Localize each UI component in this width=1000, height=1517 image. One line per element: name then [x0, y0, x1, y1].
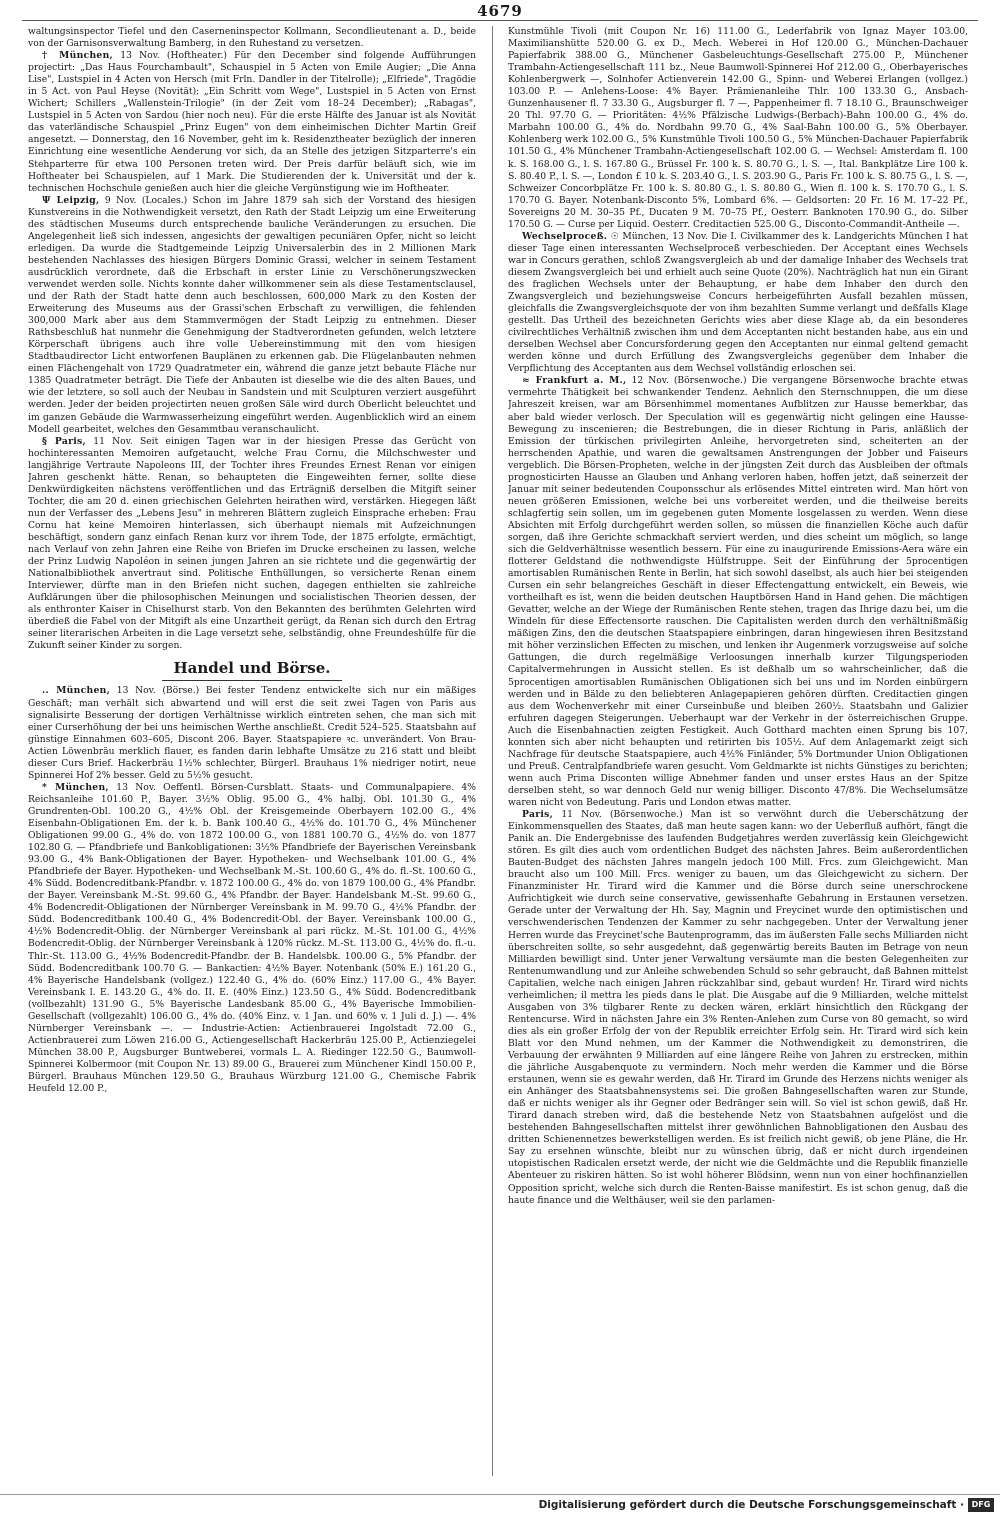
right-column [508, 26, 968, 1476]
dateline: Paris, [522, 809, 554, 821]
article-munich-boerse [28, 685, 476, 781]
article-text: 11 Nov. (Börsenwoche.) Man ist so verwöhnt durch die Ueberschätzung der Einkommensquellen des Staates, daß man heute sagen kann: wo der Ueberfluß aufhört, fängt die Panik an. Die Endergebnisse des laufenden Budgetjahres werden zuverlässig kein Gleichgewicht stören. Es gilt dies auch vom ordentlichen Budget des nächsten Jahres. Beim außerordentlichen Bauten-Budget des nächsten Jahres mangeln jedoch 100 Mill. Frcs. zum Gleichgewicht. Man braucht also um 100 Mill. Frcs. weniger zu bauen, um das Gleichgewicht zu sichern. Der Finanzminister Hr. Tirard wird die Kammer und die Börse durch seine unerschrockene Aufrichtigkeit wie durch seine conservative, gewissenhafte Gebahrung in Erstaunen versetzen. Gerade unter der Verwaltung der Hh. Say, Magnin und Freycinet wurde den optimistischen und verschwenderischen Tendenzen der Kammer zu sehr nachgegeben. Unter der Verwaltung jener Herren wurde das Freycinet'sche Bautenprogramm, das im äußersten Falle sechs Milliarden nicht überschreiten sollte, so sehr ausgedehnt, daß gegenwärtig bereits Bauten im Betrage von neun Milliarden bewilligt sind. Unter jener Verwaltung versäumte man die besten Gelegenheiten zur Rentenumwandlung und zur Anleihe schwebenden Schuld so sehr gebraucht, daß Bahnen mittelst Capitalien, welche nach einigen Jahren rückzahlbar sind, gebaut wurden! Hr. Tirard wird nichts verheimlichen; il mettra les pieds dans le plat. Die Ausgabe auf die 9 Milliarden, welche mittelst Ausgaben von 3% tilgbarer Rente zu decken wären, erklärt hinsichtlich den Rückgang der Rentencurse. Wird in nächsten Jahre ein 3% Renten-Anlehen zum Curse von 80 gemacht, so wird dies als ein großer Erfolg der von der Republik erreichter Erfolg sein. Hr. Tirard wird sich kein Blatt vor den Mund nehmen, um der Kammer die Nothwendigkeit zu demonstriren, die Verbauung der erwähnten 9 Milliarden auf eine längere Reihe von Jahren zu erstrecken, mithin die jährliche Ausgabenquote zu vermindern. Noch mehr werden die Kammer und die Börse erstaunen, wenn sie es gewahr werden, daß Hr. Tirard im Grunde des Herzens nichts weniger als ein Anhänger des Staatsbahnensystems sei. Die großen Bahngesellschaften waren zur Stunde, daß er nichts weniger als ihr Gegner oder Bedränger sein will. So viel ist schon gewiß, daß Hr. Tirard danach streben wird, daß die bestehende Netz von Staatsbahnen aufgelöst und die bestehenden Bahngesellschaften mittelst ihrer gewöhnlichen Bahnobligationen den Ausbau des dritten Schienennetzes bewerkstelligen werden. Es ist freilich nicht gewiß, ob jene Pläne, die Hr. Say zu ersehnen wünschte, bleibt nur zu wünschen übrig, daß er nicht durch irgendeinen utopistischen Radicalen ersetzt werde, der nicht wie die Geldmächte und die Republik finanzielle Abenteuer zu riskiren hätten. So ist wohl höherer Blödsinn, wenn nun von einer hochfinanziellen Opposition spricht, welche sich durch die Renten-Baisse manifestirt. Es ist schon genug, daß die haute finance und die Welthäuser, weil sie den parlamen- [508, 809, 968, 1206]
article-text: 12 Nov. (Börsenwoche.) Die vergangene Börsenwoche brachte etwas vermehrte Thätigkeit bei schwankender Tendenz. Aehnlich den Sternschnuppen, die um diese Jahreszeit kreisen, war am Börsenhimmel momentanes Aufblitzen zur Hausse bemerkbar, das aber bald wieder verlosch. Der Speculation will es gegenwärtig nicht gelingen eine Hausse-Bewegung zu inscenieren; die Bestrebungen, die in dieser Richtung in Paris, anläßlich der Emission der türkischen privilegirten Anleihe, hervorgetreten sind, scheiterten an der herrschenden Apathie, und waren die gewaltsamen Anstrengungen der Jobber und Faiseurs vergeblich. Die Börsen-Propheten, welche in der jüngsten Zeit durch das Ausbleiben der oftmals prognosticirten Hausse an Glauben und Anhang verloren haben, hoffen jetzt, daß seinerzeit der Januar mit seiner bedeutenden Couponsschur als erlösendes Mittel eintreten wird. Man hört von neuen größeren Emissionen, welche bei uns vorbereitet werden, und die theilweise bereits schlagfertig sein sollen, um im gegebenen guten Momente losgelassen zu werden. Wenn diese Absichten mit Erfolg durchgeführt werden sollen, so müssen die finanziellen Köche auch dafür sorgen, daß ihre Gerichte schmackhaft serviert werden, und dies scheint um möglich, so lange sich die Geldverhältnisse wesentlich bessern. Für eine zu inaugurirende Emissions-Aera wäre ein flotterer Geldstand die nothwendigste Hülfstruppe. Seit der Einführung der 5procentigen amortisablen Rumänischen Rente in Berlin, hat sich sowohl daselbst, als auch hier bei steigenden Cursen ein sehr belangreiches Geschäft in dieser Effectengattung entwickelt, ein Beweis, wie vortheilhaft es ist, wenn die beiden deutschen Hauptbörsen Hand in Hand gehen. Die mächtigen Gevatter, welche an der Wiege der Rumänischen Rente stehen, tragen das Ihrige dazu bei, um die Windeln für diese Effectensorte rauschen. Die Capitalisten werden durch den verhältnißmäßig mäßigen Zins, den die deutschen Staatspapiere einbringen, daran hingewiesen ihren Besitzstand mit höher verzinslichen Effecten zu mischen, und lenken ihr Augenmerk vorzugsweise auf solche Gattungen, die durch regelmäßige Verloosungen innerhalb kurzer Tilgungsperioden Capitalvermehrungen in Aussicht stellen. Es ist deßhalb um so wahrscheinlicher, daß die 5procentigen amortisablen Rumänischen Obligationen sich bei uns und im Norden einbürgern werden und in Bälde zu den beliebteren Anlagepapieren gehören dürften. Creditactien gingen aus dem Wochenverkehr mit einer Curseinbuße und bleiben 260½. Staatsbahn und Galizier erfuhren dagegen Steigerungen. Ueberhaupt war der Verkehr in der österreichischen Gruppe. Auch die Eisenbahnactien zeigten Festigkeit. Auch Gotthard machten einen Sprung bis 107, konnten sich aber nicht behaupten und retirirten bis 105½. Auf dem Anlagemarkt zeigt sich Nachfrage für deutsche Staatspapiere, auch 4½% Finländer, 5% Dortmunder Union Obligationen und Preuß. Centralpfandbriefe waren gesucht. Vom Geldmarkte ist nichts Günstiges zu berichten; wenn auch Prima Disconten willige Abnehmer fanden und unser erstes Haus an der Spitze derselben steht, so war dennoch Geld nur wenig billiger. Disconto 47/8%. Die Wechselumsätze waren nicht von Bedeutung. Paris und London etwas matter. [508, 375, 968, 808]
dateline: Ψ Leipzig, [42, 194, 100, 206]
dfg-logo: DFG [968, 1498, 994, 1512]
header-rule [22, 20, 978, 21]
article-paris-memoiren [28, 436, 476, 653]
article-text: 13 Nov. (Hoftheater.) Für den December sind folgende Aufführungen projectirt: „Das Haus Fourchambault", Schauspiel in 5 Acten von Emile Augier; „Die Anna Lise", Lustspiel in 4 Acten von Hersch (mit Frln. Dandler in der Titelrolle); „Elfriede", Tragödie in 5 Act. von Paul Heyse (Novität); „Ein Schritt vom Wege", Lustspiel in 5 Acten von Ernst Wichert; Schillers „Wallenstein-Trilogie" (in der Zeit vom 18–24 December); „Rabagas", Lustspiel in 5 Acten von Sardou (hier noch neu). Für die erste Hälfte des Januar ist als Novität das vaterländische Schauspiel „Prinz Eugen" von dem einheimischen Dichter Martin Greif angesetzt. — Donnerstag, den 16 November, geht im k. Residenztheater bezüglich der inneren Einrichtung eine wesentliche Aenderung vor sich, da an Stelle des jetzigen Sitzparterre's ein Stehparterre für etwa 100 Personen treten wird. Der Preis darfür beläuft sich, wie im Hoftheater bei Schauspielen, auf 1 Mark. Die Studierenden der k. Universität und der k. technischen Hochschule genießen auch hier die gleiche Vergünstigung wie im Hoftheater. [28, 50, 476, 194]
dateline: Wechselproceß. [522, 230, 608, 242]
article-munich-theater [28, 50, 476, 195]
article-text: 13 Nov. (Börse.) Bei fester Tendenz entwickelte sich nur ein mäßiges Geschäft; man verhält sich abwartend und will erst die seit zwei Tagen von Paris aus signalisirte Besserung der dortigen Verhältnisse wirklich eintreten sehen, che man sich mit einer Curserhöhung der bei uns heimischen Werthe anschließt. Credit 524–525. Staatsbahn auf günstige Einnahmen 603–605, Discont 206. Bayer. Staatspapiere ꝛc. unverändert. Von Brau-Actien Löwenbräu merklich flauer, es fanden darin lebhafte Umsätze zu 216 statt und bleibt dieser Curs Brief. Hackerbräu 1½% schlechter, Bürgerl. Brauhaus 1% niedriger notirt, neue Spinnerei Hof 2% besser. Geld zu 5½% gesucht. [28, 685, 476, 781]
article-frankfurt [508, 375, 968, 809]
paragraph: waltungsinspector Tiefel und den Caserneninspector Kollmann, Secondlieutenant a. D., beide von der Garnisonsverwaltung Bamberg, in den Ruhestand zu versetzen. [28, 26, 476, 50]
left-column [28, 26, 476, 1476]
article-text: ☉ München, 13 Nov. Die I. Civilkammer des k. Landgerichts München I hat dieser Tage einen interessanten Wechselproceß verbeschieden. Der Acceptant eines Wechsels war in Concurs gerathen, schloß Zwangsvergleich ab und der damalige Inhaber des Wechsels trat diesem Zwangsvergleich bei und erhielt auch seine Quote (20%). Nachträglich hat nun ein Girant des fraglichen Wechsels unter der Behauptung, er habe dem Inhaber den durch den Zwangsvergleich und beziehungsweise Concurs herbeigeführten Ausfall bezahlen müssen, gleichfalls die Zwangsvergleichsquote der von ihm bezahlten Summe verlangt und deßfalls Klage gestellt. Das Urtheil des bezeichneten Gerichts wies aber diese Klage ab, da ein besonderes civilrechtliches Verhältniß zwischen ihm und dem Acceptanten nicht bestanden habe, aus ein und derselben Wechsel aber Concursforderung gegen den Acceptanten nur einmal geltend gemacht werden könne und durch Erfüllung des Zwangsvergleichs gegenüber dem Inhaber die Verpflichtung des Acceptanten aus dem Wechsel vollständig erloschen sei. [508, 230, 968, 375]
article-wechselprocess [508, 231, 968, 376]
dateline: § Paris, [42, 435, 87, 447]
section-rule [162, 680, 341, 681]
dateline: * München, [42, 781, 109, 793]
dateline: † München, [42, 50, 114, 62]
article-text: 9 Nov. (Locales.) Schon im Jahre 1879 sah sich der Vorstand des hiesigen Kunstvereins in die Nothwendigkeit versetzt, den Rath der Stadt Leipzig um eine Erweiterung des städtischen Museums durch entsprechende bauliche Veränderungen zu ersuchen. Die Angelegenheit ließ sich indessen, angesichts der gewaltigen pecuniären Opfer, nicht so leicht erledigen. Da wurde die Stadtgemeinde Leipzig Universalerbin des in 2 Millionen Mark bestehenden Nachlasses des hiesigen Bürgers Dominic Grassi, welcher in seinem Testament ausdrücklich verordnete, daß die Erbschaft in erster Linie zu Verschönerungszwecken verwendet werden solle. Nichts konnte daher willkommener sein als diese Testamentsclausel, und der Rath der Stadt hatte denn auch beschlossen, 600,000 Mark zu den Kosten der Erweiterung des Museums aus der Grassi'schen Erbschaft zu verwilligen, die fehlenden 300,000 Mark aber aus dem Stammvermögen der Stadt Leipzig zu entnehmen. Dieser Rathsbeschluß hat nunmehr die Genehmigung der Stadtverordneten gefunden, welch letztere Körperschaft übrigens auch ihre volle Uebereinstimmung mit den vom hiesigen Stadtbaudirector Licht entworfenen Bauplänen zu erkennen gab. Die Flügelanbauten nehmen einen Flächengehalt von 1729 Quadratmeter ein, während die ganze jetzt bebaute Fläche nur 1385 Quadratmeter beträgt. Die Tiefe der Anbauten ist dieselbe wie die des alten Baues, und wie der letztere, so soll auch der Neubau in Sandstein und mit Sculpturen verziert ausgeführt werden. Jeder der beiden projectirten neuen großen Säle wird durch Oberlicht beleuchtet und im ganzen Gebäude die Warmwasserheizung eingeführt werden. Augenblicklich wird an einem Modell gearbeitet, welches den Gesammtbau veranschaulicht. [28, 194, 476, 435]
article-text: 11 Nov. Seit einigen Tagen war in der hiesigen Presse das Gerücht von hochinteressanten Memoiren aufgetaucht, welche Frau Cornu, die Milchschwester und langjährige Vertraute Napoleons III, der Tochter ihres Freundes Ernest Renan vor einigen Jahren geschenkt hätte. Renan, so behaupteten die Eingeweihten ferner, sollte diese Denkwürdigkeiten nächstens veröffentlichen und das Erträgniß derselben die Mitgift seiner Tochter, die am 20 d. einen griechischen Gelehrten heirathen wird, verstärken. Hiegegen läßt nun der Verfasser des „Lebens Jesu" in mehreren Blättern zugleich Einsprache erheben: Frau Cornu hat keine Memoiren hinterlassen, sich überhaupt niemals mit Aufzeichnungen beschäftigt, sondern ganz einfach Renan kurz vor ihrem Tode, der 1875 erfolgte, ermächtigt, nach Verlauf von zehn Jahren eine Reihe von Briefen im Drucke erscheinen zu lassen, welche der Prinz Ludwig Napoléon in seinen jungen Jahren an sie richtete und die gegenwärtig der Nationalbibliothek anvertraut sind. Politische Enthüllungen, so versicherte Renan einem Interviewer, dürfte man in den Briefen nicht suchen, dagegen enthielten sie zahlreiche Aufklärungen über die philosophischen Meinungen und socialistischen Theorien dessen, der als enthronter Kaiser in Chiselhurst starb. Von den Bekannten des berühmten Gelehrten wird überdieß die Fabel von der Mitgift als eine Unzartheit gerügt, da Renan sich durch den Ertrag seiner literarischen Arbeiten in die Lage versetzt sehe, selbständig, ohne Freundeshülfe für die Zukunft seiner Kinder zu sorgen. [28, 435, 476, 652]
article-paris-boerse [508, 809, 968, 1207]
dateline: .. München, [42, 685, 111, 697]
section-title: Handel und Börse. [173, 659, 331, 678]
footer [0, 1494, 1000, 1517]
paragraph: Kunstmühle Tivoli (mit Coupon Nr. 16) 111.00 G., Lederfabrik von Ignaz Mayer 103.00, Maximilianshütte 520.00 G. ex D., Mech. Weberei in Hof 120.00 G., München-Dachauer Papierfabrik 388.00 G., Münchener Gasbeleuchtungs-Gesellschaft 275.00 P., Münchener Trambahn-Actiengesellschaft 111 bz., Neue Baumwoll-Spinnerei Hof 212.00 G., Oberbayerisches Kohlenbergwerk —, Solnhofer Actienverein 142.00 G., Spinn- und Weberei Erlangen (vollgez.) 103.00 P. — Anlehens-Loose: 4% Bayer. Prämienanleihe Thlr. 100 133.30 G., Ansbach-Gunzenhausener fl. 7 33.30 G., Augsburger fl. 7 —, Pappenheimer fl. 7 18.10 G., Braunschweiger 20 Thl. 97.70 G. — Prioritäten: 4½% Pfälzische Ludwigs-(Berbach)-Bahn 100.00 G., 4% do. Marbahn 100.00 G., 4% do. Nordbahn 99.70 G., 4% Saal-Bahn 100.00 G., 5% Oberbayer. Kohlenberg werk 102.00 G., 5% Kunstmühle Tivoli 100.50 G., 5% München-Dachauer Papierfabrik 101.50 G., 4% Münchener Trambahn-Actiengesellschaft 102.00 G. — Wechsel: Amsterdam fl. 100 k. S. 168.00 G., l. S. 167.80 G., Brüssel Fr. 100 k. S. 80.70 G., l. S. —, Ital. Bankplätze Lire 100 k. S. 80.40 P., l. S. —, London £ 10 k. S. 203.40 G., l. S. 203.90 G., Paris Fr. 100 k. S. 80.75 G., l. S. —, Schweizer Concorbplätze Fr. 100 k. S. 80.80 G., l. S. 80.80 G., Wien fl. 100 k. S. 170.70 G., l. S. 170.70 G. Bayer. Notenbank-Disconto 5%, Lombard 6%. — Geldsorten: 20 Fr. 16 M. 17–22 Pf., Sovereigns 20 M. 30–35 Pf., Ducaten 9 M. 70–75 Pf., Oesterr. Banknoten 170.90 G., do. Silber 170.50 G. — Curse per Liquid. Oesterr. Creditactien 525.00 G., Disconto-Commandit-Antheile —. [508, 26, 968, 230]
column-divider [492, 26, 493, 1476]
article-leipzig [28, 195, 476, 436]
footer-credit: Digitalisierung gefördert durch die Deutsche Forschungsgemeinschaft · [538, 1499, 964, 1511]
article-munich-cursblatt [28, 782, 476, 1095]
page-number: 4679 [477, 2, 523, 20]
dateline: ≈ Frankfurt a. M., [522, 375, 627, 387]
article-text: 13 Nov. Oeffentl. Börsen-Cursblatt. Staats- und Communalpapiere. 4% Reichsanleihe 101.60 P., Bayer. 3½% Oblig. 95.00 G., 4% halbj. Obl. 101.30 G., 4% Grundrenten-Obl. 100.20 G., 4½% Obl. der Kreisgemeinde Oberbayern 102.00 G., 4% Eisenbahn-Obligationen Em. der k. b. Bank 100.40 G., 4½% do. 101.70 G., 4% Münchener Obligationen 99.00 G., 4% do. von 1872 100.00 G., von 1881 100.70 G., 4½% do. von 1877 102.80 G. — Pfandbriefe und Bankobligationen: 3½% Pfandbriefe der Bayerischen Vereinsbank 93.00 G., 4% Bank-Obligationen der Bayer. Hypotheken- und Wechselbank 101.00 G., 4% Pfandbriefe der Bayer. Hypotheken- und Wechselbank M.-St. 100.60 G., 4% do. fl.-St. 100.60 G., 4% Südd. Bodencreditbank-Pfandbr. v. 1872 100.00 G., 4% do. von 1879 100.00 G., 4% Pfandbr. der Bayer. Vereinsbank M.-St. 99.60 G., 4% Pfandbr. der Bayer. Handelsbank M.-St. 99.60 G., 4% Bodencredit-Obligationen der Nürnberger Vereinsbank in M. 99.70 G., 4½% Pfandbr. der Südd. Bodencreditbank 100.40 G., 4% Bodencredit-Obl. der Bayer. Vereinsbank 100.00 G., 4½% Bodencredit-Oblig. der Nürnberger Vereinsbank al pari rückz. M.-St. 101.00 G., 4½% Bodencredit-Oblig. der Nürnberger Vereinsbank à 120% rückz. M.-St. 113.00 G., 4½% do. fl.-u. Thlr.-St. 113.00 G., 4½% Bodencredit-Pfandbr. der B. Handelsbk. 100.00 G., 5% Pfandbr. der Südd. Bodencreditbank 100.70 G. — Bankactien: 4½% Bayer. Notenbank (50% E.) 161.20 G., 4% Bayerische Handelsbank (vollgez.) 122.40 G., 4% do. (60% Einz.) 117.00 G., 4% Bayer. Vereinsbank l. E. 143.20 G., 4% do. II. E. (40% Einz.) 123.50 G., 4% Südd. Bodencreditbank (vollbezahlt) 131.90 G., 5% Bayerische Landesbank 85.00 G., 4% Bayerische Immobilien-Gesellschaft (vollgezahlt) 106.00 G., 4% do. (40% Einz. v. 1 Jan. und 60% v. 1 Juli d. J.) —. 4% Nürnberger Vereinsbank —. — Industrie-Actien: Actienbrauerei Ingolstadt 72.00 G., Actienbrauerei zum Löwen 216.00 G., Actiengesellschaft Hackerbräu 125.00 P., Actienziegelei München 38.00 P., Augsburger Buntweberei, vormals L. A. Riedinger 122.50 G., Baumwoll-Spinnerei Kolbermoor (mit Coupon Nr. 13) 89.00 G., Brauerei zum Münchener Kindl 150.00 P., Bürgerl. Brauhaus München 129.50 G., Brauhaus Würzburg 121.00 G., Chemische Fabrik Heufeld 12.00 P., [28, 781, 476, 1095]
